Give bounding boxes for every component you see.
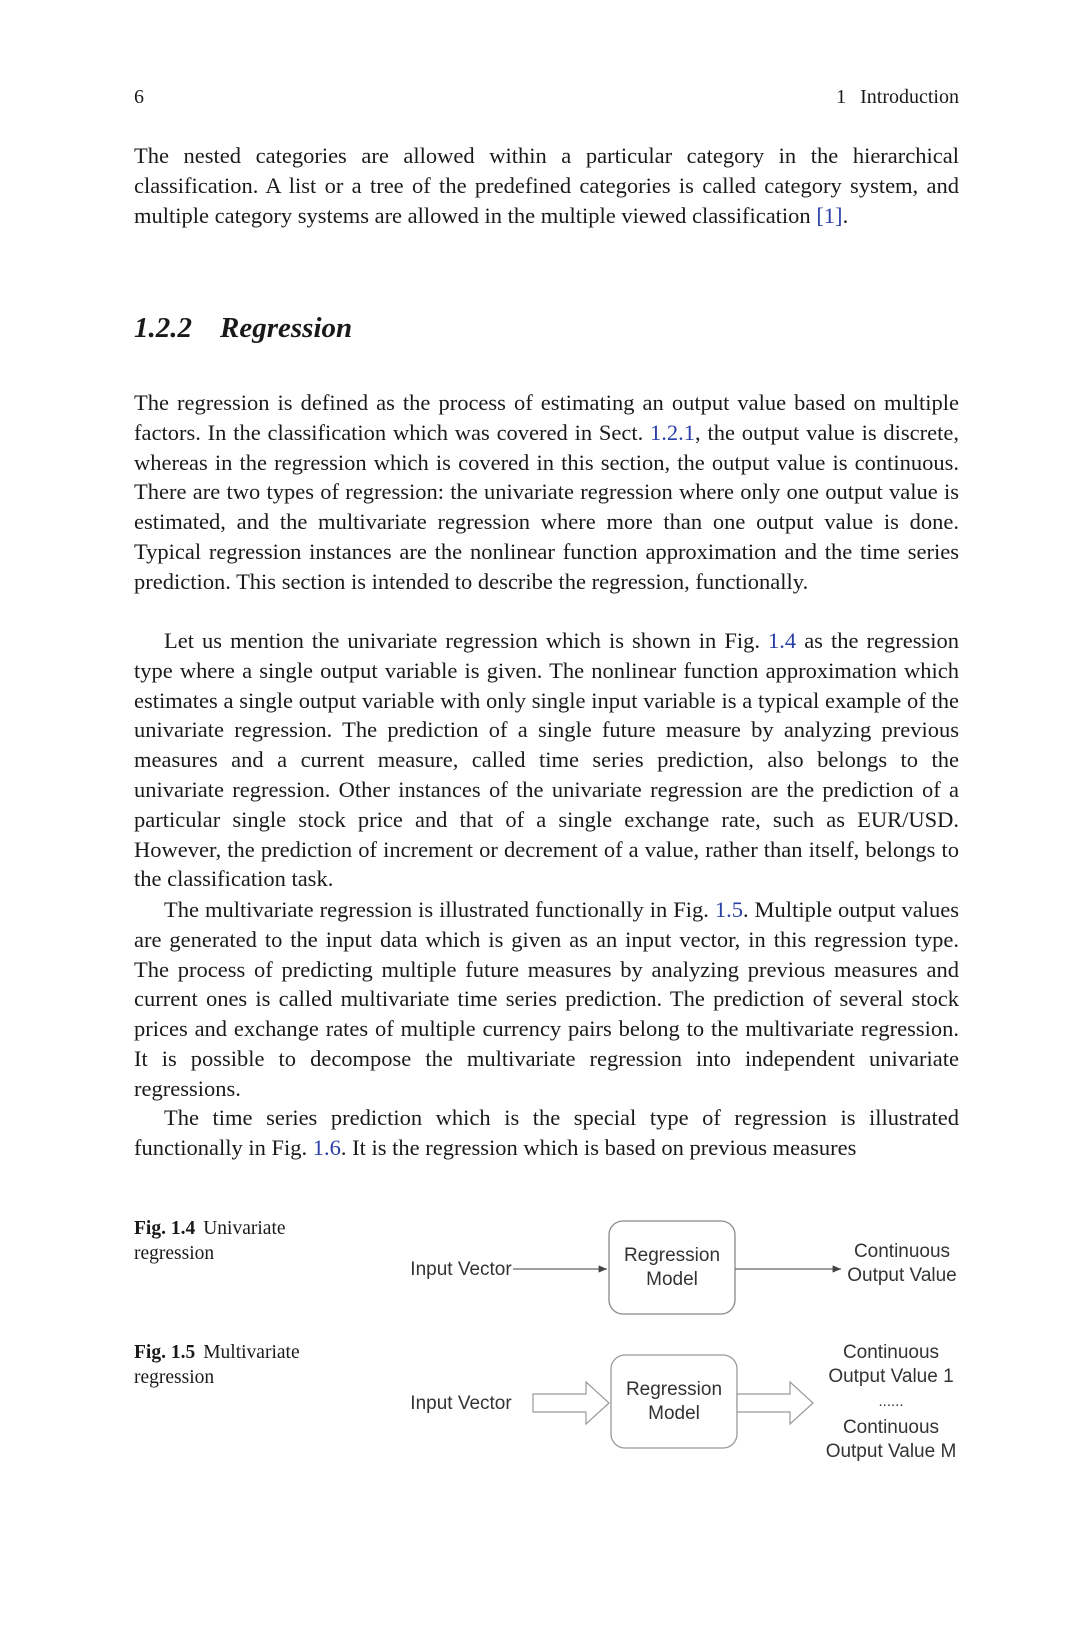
model-label-line2: Model	[648, 1403, 700, 1424]
model-label-line2: Model	[646, 1269, 698, 1290]
intro-end: .	[842, 202, 849, 228]
figure-ref-link[interactable]: 1.4	[768, 628, 797, 653]
paragraph-text: The multivariate regression is illustrated functionally in Fig.	[164, 897, 715, 922]
input-block-arrow	[533, 1382, 609, 1424]
citation-link[interactable]: [1]	[816, 202, 843, 228]
input-vector-label: Input Vector	[410, 1393, 512, 1414]
intro-text: The nested categories are allowed within a particular category in the hierarchical classification. A list or a tree of the predefined categories is called category system, and multiple category systems are allowed in the multiple viewed classification	[134, 143, 959, 228]
figure-ref-link[interactable]: 1.5	[714, 897, 743, 922]
output-1-label-line2: Output Value 1	[828, 1366, 954, 1387]
chapter-title: Introduction	[860, 86, 959, 108]
paragraph-text: as the regression type where a single output variable is given. The nonlinear function approximation which estimates a single output variable with only single input variable is a typical example of the univariate regression. The prediction of a single future measure by analyzing previous measures and a current measure, called time series prediction, also belongs to the univariate regression. Other instances of the univariate regression are the prediction of a particular single stock price and that of a single exchange rate, such as EUR/USD. However, the prediction of increment or decrement of a value, rather than itself, belongs to the classification task.	[134, 628, 959, 892]
univariate-diagram	[410, 1221, 956, 1314]
figure-caption-text: Univariate regression	[134, 1218, 286, 1264]
figure-caption-text: Multivariate regression	[134, 1342, 300, 1388]
paragraph-text: The regression is defined as the process of estimating an output value based on multiple factors. In the classification which was covered in Sect.	[134, 390, 959, 445]
output-label-line1: Continuous	[853, 1241, 951, 1262]
section-number: 1.2.2	[134, 312, 192, 344]
figure-label: Fig. 1.5	[134, 1342, 196, 1363]
figure-label: Fig. 1.4	[134, 1218, 196, 1239]
model-label-line1: Regression	[623, 1245, 721, 1266]
paragraph-text: The time series prediction which is the special type of regression is illustrated functionally in Fig.	[134, 1105, 959, 1160]
paragraph-text: , the output value is discrete, whereas in the regression which is covered in this section, the output value is continuous. There are two types of regression: the univariate regression where only one output value is estimated, and the multivariate regression where more than one output value is done. Typical regression instances are the nonlinear function approximation and the time series prediction. This section is intended to describe the regression, functionally.	[134, 419, 959, 594]
output-1-label-line1: Continuous	[842, 1342, 940, 1363]
figure-ref-link[interactable]: 1.6	[312, 1134, 341, 1160]
regression-model-box	[609, 1221, 735, 1314]
chapter-number: 1	[836, 86, 847, 108]
section-ref-link[interactable]: 1.2.1	[650, 419, 696, 445]
regression-model-box	[611, 1355, 737, 1448]
multivariate-diagram	[410, 1342, 956, 1462]
paragraph-text: Let us mention the univariate regression which is shown in Fig.	[164, 628, 769, 653]
section-title: Regression	[220, 312, 353, 344]
paragraph-text: . It is the regression which is based on previous measures	[340, 1134, 857, 1160]
output-label-line2: Output Value	[847, 1265, 957, 1286]
paragraph-text: . Multiple output values are generated to the input data which is given as an input vector, in this regression type. The process of predicting multiple future measures by analyzing previous measures and current ones is called multivariate time series prediction. The prediction of several stock prices and exchange rates of multiple currency pairs belong to the multivariate regression. It is possible to decompose the multivariate regression into independent univariate regressions.	[134, 897, 959, 1101]
page-number: 6	[134, 86, 144, 108]
input-vector-label: Input Vector	[410, 1259, 512, 1280]
output-m-label-line2: Output Value M	[825, 1441, 957, 1462]
output-m-label-line1: Continuous	[842, 1417, 940, 1438]
output-block-arrow	[737, 1382, 813, 1424]
ellipsis-label: ......	[878, 1393, 904, 1410]
model-label-line1: Regression	[625, 1379, 723, 1400]
